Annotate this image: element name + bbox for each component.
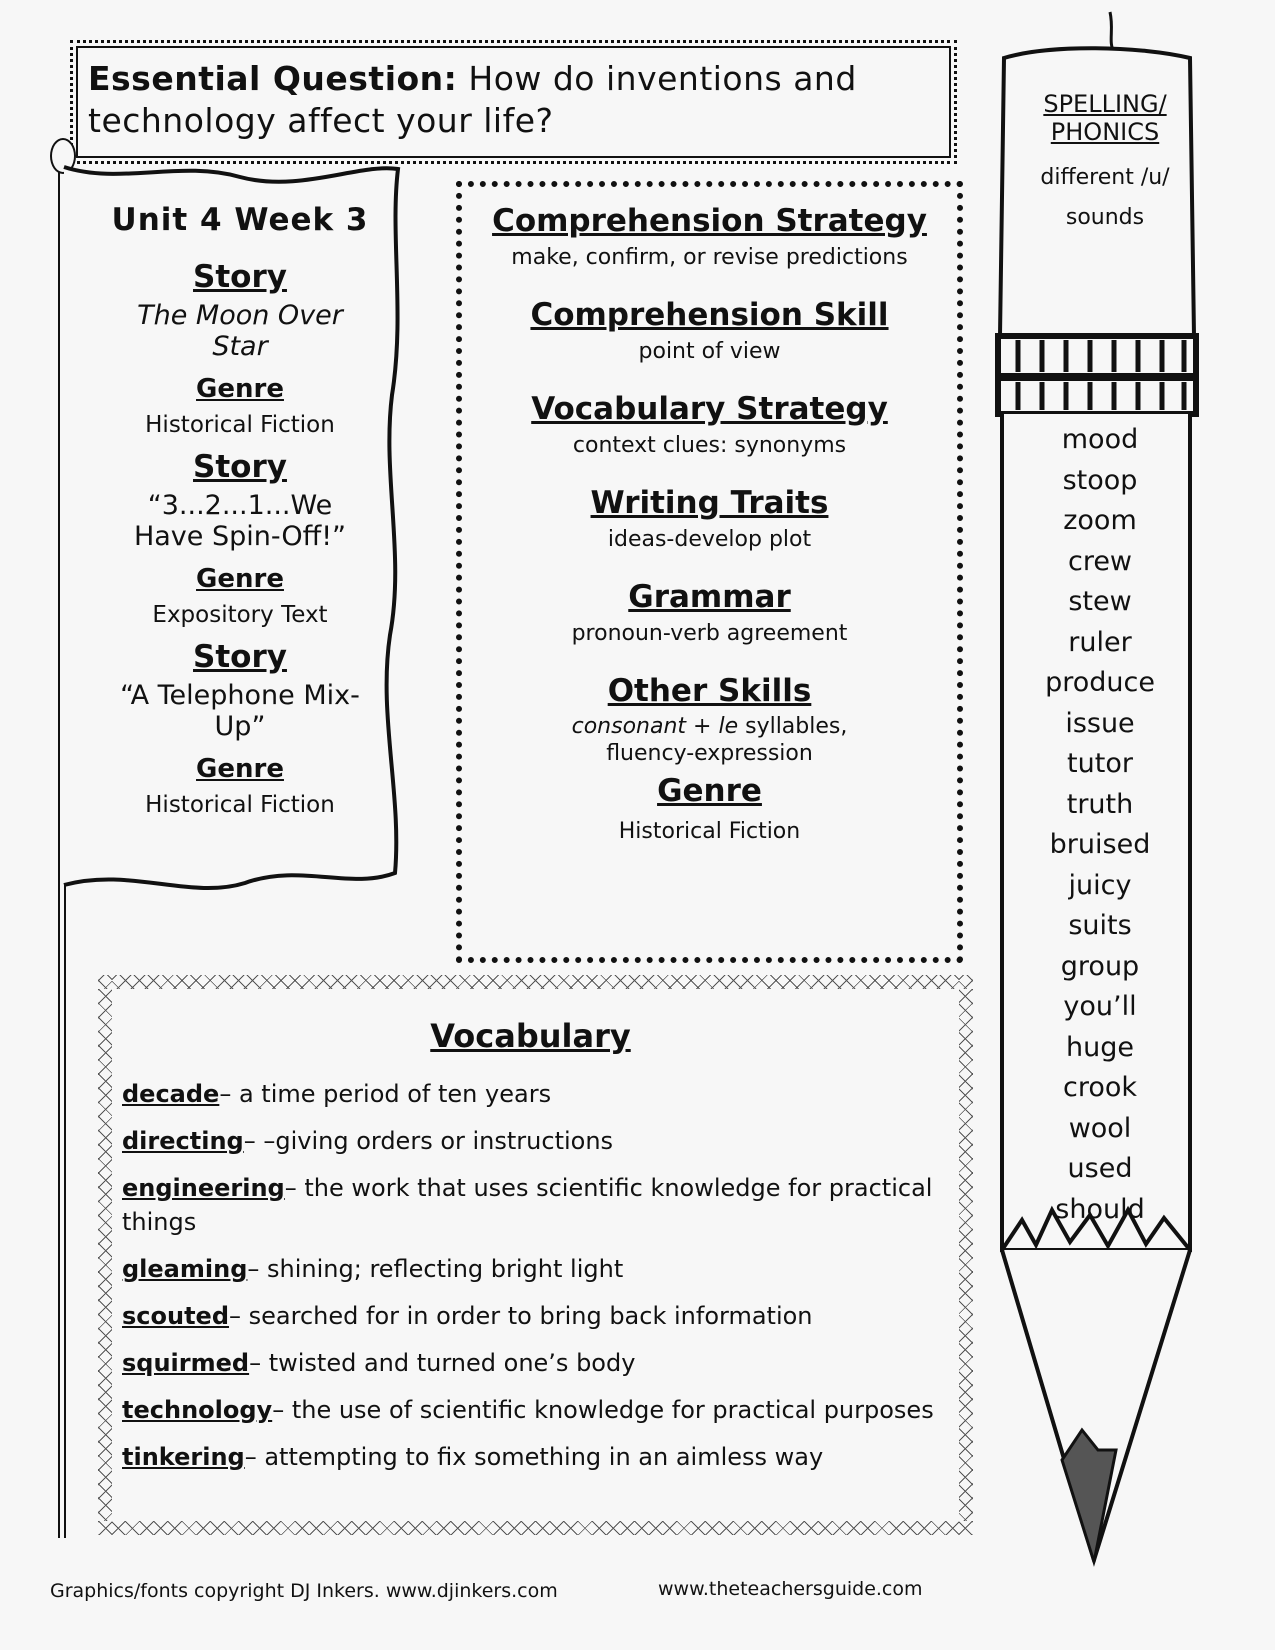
genre-value: Historical Fiction [618,819,801,844]
vocabulary-word: scouted [122,1302,230,1330]
website-footer: www.theteachersguide.com [658,1578,923,1600]
spelling-word: tutor [1067,748,1133,779]
comprehension-skill-value: point of view [638,339,781,364]
skills-box [456,181,963,963]
spelling-word: stew [1068,586,1132,617]
genre-heading: Genre [196,754,284,784]
unit-info-panel [80,200,400,828]
spelling-subtitle [1005,158,1205,238]
vocabulary-item [122,1299,939,1333]
vocabulary-definition: – twisted and turned one’s body [249,1349,636,1377]
spelling-word: you’ll [1063,991,1137,1022]
story-title: “A Telephone Mix-Up” [120,680,360,742]
other-skills-heading: Other Skills [607,673,812,709]
vocabulary-word: directing [122,1127,244,1155]
spelling-subtitle-line1: different /u/ [1040,165,1170,190]
story-heading: Story [193,639,287,675]
story-heading: Story [193,449,287,485]
story-title: “3...2...1...We Have Spin-Off!” [133,490,347,552]
vocabulary-definition: – –giving orders or instructions [243,1127,614,1155]
vocabulary-word: squirmed [122,1349,250,1377]
genre-heading: Genre [196,564,284,594]
spelling-word: produce [1045,667,1155,698]
spelling-subtitle-line2: sounds [1065,205,1145,230]
other-skills-italic: consonant + le [571,714,739,739]
spelling-word: suits [1068,910,1132,941]
essential-question-label: Essential Question: [88,59,458,98]
vocabulary-definition: – shining; reflecting bright light [247,1255,624,1283]
vocabulary-item [122,1171,939,1239]
vocabulary-word: technology [122,1396,273,1424]
spelling-word: bruised [1049,829,1151,860]
spelling-word: wool [1068,1112,1132,1144]
spelling-word: zoom [1063,505,1137,536]
spelling-word: huge [1066,1031,1134,1063]
spelling-word-list [1010,420,1190,1230]
vocabulary-word: tinkering [122,1443,245,1471]
genre-value: Expository Text [152,602,328,628]
writing-traits-heading: Writing Traits [590,485,829,521]
vocabulary-item [122,1077,939,1111]
spelling-word: used [1067,1153,1133,1184]
genre-heading: Genre [657,773,762,809]
writing-traits-value: ideas-develop plot [607,527,812,552]
vocabulary-box [98,975,973,1535]
spelling-word: crew [1067,545,1133,577]
vocabulary-definition: – the work that uses scientific knowledge for practical things [122,1174,933,1236]
vocabulary-word: engineering [122,1174,285,1202]
spelling-word: should [1055,1193,1145,1225]
essential-question-text: How do inventions and technology affect your life? [88,59,857,140]
vocabulary-item [122,1346,939,1380]
vocabulary-word: decade [122,1080,220,1108]
genre-heading: Genre [196,374,284,404]
vocabulary-definition: – attempting to fix something in an aimless way [244,1443,824,1471]
spelling-word: group [1060,950,1140,982]
vocabulary-strategy-value: context clues: synonyms [572,433,847,458]
spelling-word: truth [1066,788,1134,820]
other-skills-rest: syllables, [738,714,848,739]
story-heading: Story [193,259,287,295]
vocabulary-definition: – searched for in order to bring back information [229,1302,813,1330]
vocabulary-title: Vocabulary [430,1017,631,1055]
spelling-title-line1: SPELLING/ [1043,90,1167,118]
story-title: The Moon Over Star [137,300,343,362]
vocabulary-definition: – a time period of ten years [219,1080,552,1108]
genre-value: Historical Fiction [145,792,335,818]
copyright-footer: Graphics/fonts copyright DJ Inkers. www.djinkers.com [50,1580,558,1602]
spelling-title [1005,90,1205,146]
spelling-word: mood [1061,424,1139,455]
grammar-value: pronoun-verb agreement [571,621,848,646]
spelling-word: crook [1062,1072,1138,1103]
vocabulary-strategy-heading: Vocabulary Strategy [531,391,888,427]
vocabulary-item [122,1124,939,1158]
grammar-heading: Grammar [628,579,791,615]
spelling-word: issue [1065,707,1135,739]
comprehension-skill-heading: Comprehension Skill [530,297,889,333]
vocabulary-definition: – the use of scientific knowledge for practical purposes [272,1396,934,1424]
other-skills-value [462,713,957,767]
comprehension-strategy-value: make, confirm, or revise predictions [511,245,908,270]
spelling-word: ruler [1068,626,1132,658]
essential-question-box [76,46,951,158]
genre-value: Historical Fiction [145,412,335,438]
vocabulary-item [122,1393,939,1427]
vocabulary-word: gleaming [122,1255,248,1283]
vocabulary-item [122,1252,939,1286]
unit-week-title: Unit 4 Week 3 [111,202,369,238]
vocabulary-item [122,1440,939,1474]
other-skills-line2: fluency-expression [606,741,813,766]
spelling-word: stoop [1062,464,1138,496]
spelling-word: juicy [1068,869,1132,901]
comprehension-strategy-heading: Comprehension Strategy [492,203,927,239]
spelling-title-line2: PHONICS [1050,118,1160,146]
